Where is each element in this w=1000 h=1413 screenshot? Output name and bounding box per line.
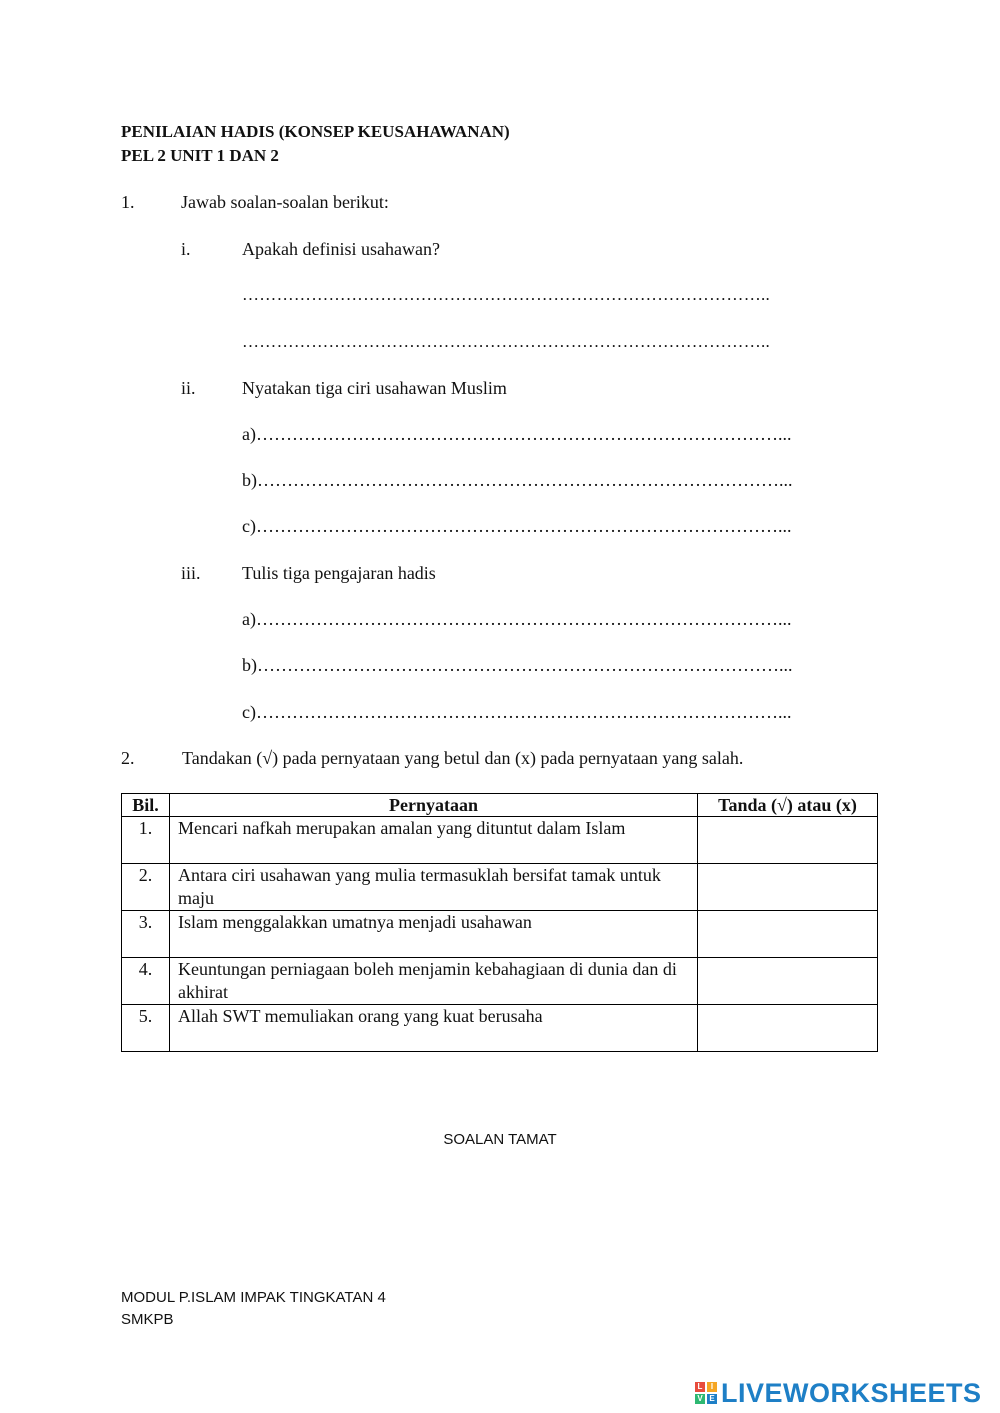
row-number: 5. xyxy=(122,1005,170,1052)
logo-text: LIVEWORKSHEETS xyxy=(721,1377,982,1408)
table-header-row xyxy=(122,794,878,817)
answer-line[interactable]: ……………………………………………………………………………….. xyxy=(242,332,771,351)
q1-number: 1. xyxy=(121,192,135,212)
mark-cell[interactable] xyxy=(698,817,878,864)
page-subtitle: PEL 2 UNIT 1 DAN 2 xyxy=(121,146,279,165)
answer-line[interactable]: b)……………………………………………………………………………... xyxy=(242,655,793,675)
q1-i-numeral: i. xyxy=(181,239,191,259)
q2-instruction: Tandakan (√) pada pernyataan yang betul dan (x) pada pernyataan yang salah. xyxy=(182,748,744,768)
row-statement: Antara ciri usahawan yang mulia termasuklah bersifat tamak untuk maju xyxy=(170,864,698,911)
answer-line[interactable]: a)……………………………………………………………………………... xyxy=(242,424,792,444)
q1-ii-question: Nyatakan tiga ciri usahawan Muslim xyxy=(242,378,507,398)
q1-iii-question: Tulis tiga pengajaran hadis xyxy=(242,563,436,583)
row-statement: Islam menggalakkan umatnya menjadi usahawan xyxy=(170,911,698,958)
logo-icon xyxy=(695,1382,717,1404)
answer-line[interactable]: a)……………………………………………………………………………... xyxy=(242,609,792,629)
q1-iii-numeral: iii. xyxy=(181,563,201,583)
answer-line[interactable]: c)……………………………………………………………………………... xyxy=(242,702,792,722)
end-of-questions: SOALAN TAMAT xyxy=(443,1131,557,1148)
row-statement: Keuntungan perniagaan boleh menjamin kebahagiaan di dunia dan di akhirat xyxy=(170,958,698,1005)
table-row xyxy=(122,864,878,911)
header-bil: Bil. xyxy=(122,794,170,817)
table-row xyxy=(122,911,878,958)
q1-ii-numeral: ii. xyxy=(181,378,196,398)
footer-module: MODUL P.ISLAM IMPAK TINGKATAN 4 xyxy=(121,1289,386,1306)
answer-line[interactable]: c)……………………………………………………………………………... xyxy=(242,516,792,536)
row-statement: Mencari nafkah merupakan amalan yang dituntut dalam Islam xyxy=(170,817,698,864)
answer-line[interactable]: ……………………………………………………………………………….. xyxy=(242,285,771,304)
logo-square: L xyxy=(695,1382,705,1392)
mark-cell[interactable] xyxy=(698,1005,878,1052)
table-row xyxy=(122,1005,878,1052)
q1-i-question: Apakah definisi usahawan? xyxy=(242,239,440,259)
mark-cell[interactable] xyxy=(698,958,878,1005)
answer-line[interactable]: b)……………………………………………………………………………... xyxy=(242,470,793,490)
row-number: 3. xyxy=(122,911,170,958)
liveworksheets-logo[interactable] xyxy=(695,1379,982,1407)
table-row xyxy=(122,817,878,864)
mark-cell[interactable] xyxy=(698,864,878,911)
row-number: 1. xyxy=(122,817,170,864)
q2-number: 2. xyxy=(121,748,135,768)
footer-school: SMKPB xyxy=(121,1311,174,1328)
row-number: 4. xyxy=(122,958,170,1005)
row-number: 2. xyxy=(122,864,170,911)
logo-square: V xyxy=(695,1394,705,1404)
row-statement: Allah SWT memuliakan orang yang kuat berusaha xyxy=(170,1005,698,1052)
statement-table xyxy=(121,793,878,1052)
header-tanda: Tanda (√) atau (x) xyxy=(698,794,878,817)
page-title: PENILAIAN HADIS (KONSEP KEUSAHAWANAN) xyxy=(121,122,510,141)
logo-square: I xyxy=(707,1382,717,1392)
table-row xyxy=(122,958,878,1005)
header-pernyataan: Pernyataan xyxy=(170,794,698,817)
mark-cell[interactable] xyxy=(698,911,878,958)
logo-square: E xyxy=(707,1394,717,1404)
q1-instruction: Jawab soalan-soalan berikut: xyxy=(181,192,389,212)
